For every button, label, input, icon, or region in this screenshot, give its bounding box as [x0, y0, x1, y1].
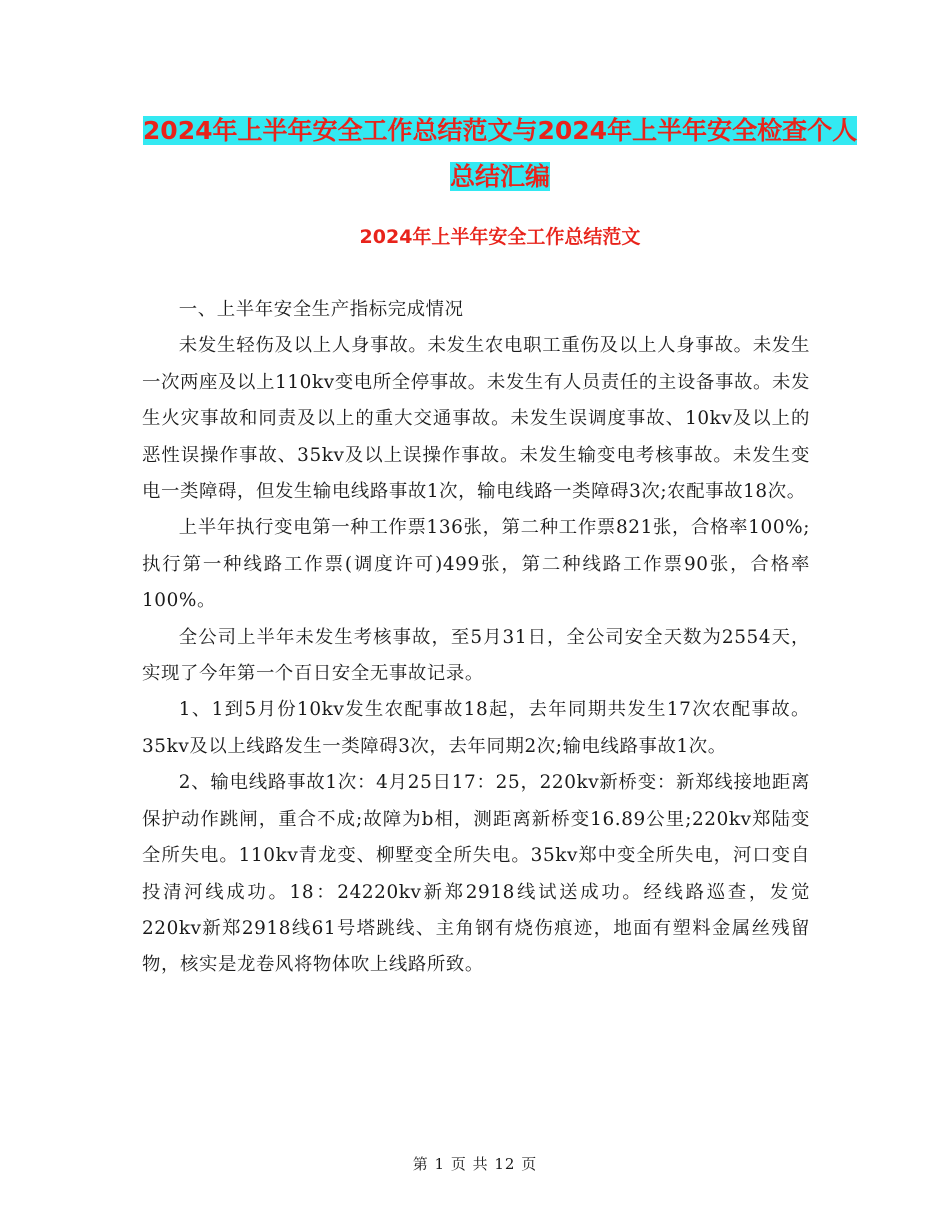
document-title	[140, 108, 860, 200]
body-paragraph: 全公司上半年未发生考核事故，至5月31日，全公司安全天数为2554天，实现了今年第一个百日安全无事故记录。	[142, 626, 810, 685]
page-number-footer: 第 1 页 共 12 页	[412, 1155, 538, 1173]
section-title: 2024年上半年安全工作总结范文	[359, 226, 641, 248]
body-paragraph: 1、1到5月份10kv发生农配事故18起，去年同期共发生17次农配事故。35kv及以上线路发生一类障碍3次，去年同期2次;输电线路事故1次。	[142, 699, 810, 757]
body-paragraph: 未发生轻伤及以上人身事故。未发生农电职工重伤及以上人身事故。未发生一次两座及以上110kv变电所全停事故。未发生有人员责任的主设备事故。未发生火灾事故和同责及以上的重大交通事故。未发生误调度事故、10kv及以上的恶性误操作事故、35kv及以上误操作事故。未发生输变电考核事故。未发生变电一类障碍，但发生输电线路事故1次，输电线路一类障碍3次;农配事故18次。	[142, 335, 810, 503]
body-paragraph: 上半年执行变电第一种工作票136张，第二种工作票821张，合格率100%;执行第一种线路工作票(调度许可)499张，第二种线路工作票90张，合格率100%。	[142, 517, 810, 612]
heading-paragraph: 一、上半年安全生产指标完成情况	[178, 299, 464, 320]
body-paragraph: 2、输电线路事故1次：4月25日17：25，220kv新桥变：新郑线接地距离保护动作跳闸，重合不成;故障为b相，测距离新桥变16.89公里;220kv郑陆变全所失电。110kv青龙变、柳墅变全所失电。35kv郑中变全所失电，河口变自投清河线成功。18：24220kv新郑2918线试送成功。经线路巡查，发觉220kv新郑2918线61号塔跳线、主角钢有烧伤痕迹，地面有塑料金属丝残留物，核实是龙卷风将物体吹上线路所致。	[142, 772, 810, 976]
document-title-text: 2024年上半年安全工作总结范文与2024年上半年安全检查个人总结汇编	[142, 116, 858, 191]
document-body	[142, 292, 810, 984]
